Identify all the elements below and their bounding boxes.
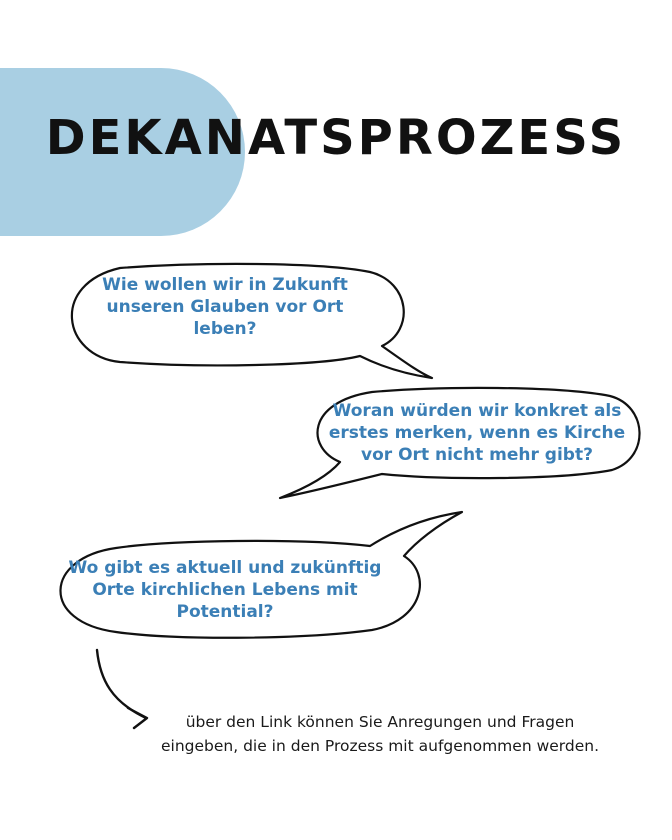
question-2-text: Woran würden wir konkret als erstes merken, wenn es Kirche vor Ort nicht mehr gibt?: [328, 401, 626, 465]
question-1-text: Wie wollen wir in Zukunft unseren Glauben vor Ort leben?: [102, 275, 348, 339]
question-3-text: Wo gibt es aktuell und zukünftig Orte kirchlichen Lebens mit Potential?: [68, 558, 382, 622]
curved-arrow-icon: [97, 650, 146, 718]
footnote-text: über den Link können Sie Anregungen und Fragen eingeben, die in den Prozess mit aufgenommen werden.: [160, 713, 600, 755]
page-title: DEKANATSPROZESS: [45, 110, 627, 166]
